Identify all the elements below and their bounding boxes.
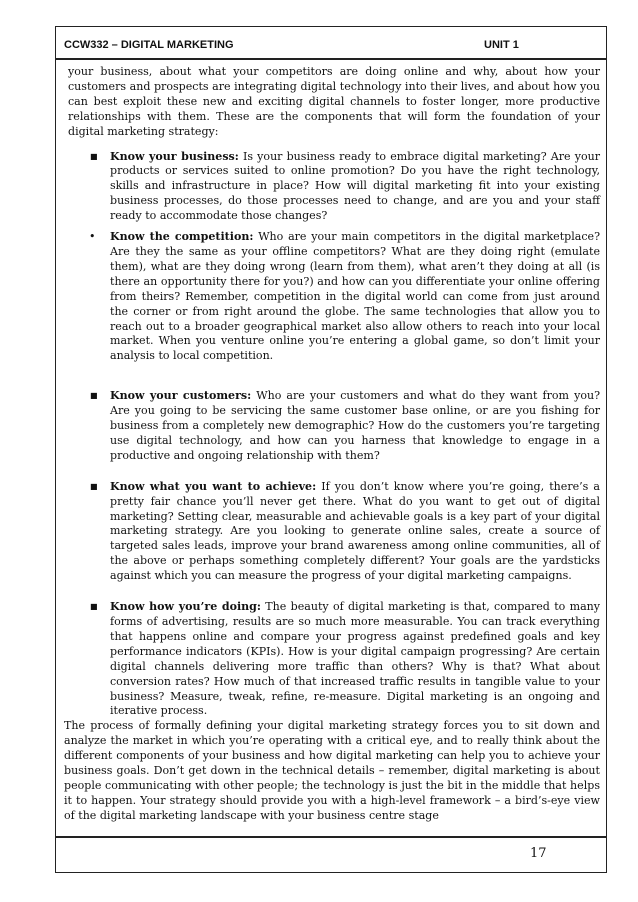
list-item bbox=[64, 389, 600, 464]
item-lead: Know your customers: bbox=[110, 389, 252, 403]
list-item bbox=[64, 480, 600, 584]
item-text: If you don’t know where you’re going, there’s a pretty fair chance you’ll never get there. What do you want to get out of digital marketing? Setting clear, measurable and achievable goals is a key part of your digital marketing strategy. Are you looking to generate online sales, create a source of targeted sales leads, improve your brand awareness among online communities, all of the above or perhaps something completely different? Your goals are the yardsticks against which you can measure the progress of your digital marketing campaigns. bbox=[110, 479, 600, 583]
round-bullet-icon: • bbox=[89, 230, 96, 244]
closing-paragraph: The process of formally defining your digital marketing strategy forces you to sit down and analyze the market in which you’re operating with a critical eye, and to really think about the different components of your business and how digital marketing can help you to achieve your business goals. Don’t get down in the technical details – remember, digital marketing is about people communicating with other people; the technology is just the bit in the middle that helps it to happen. Your strategy should provide you with a high-level framework – a bird’s-eye view of the digital marketing landscape with your business centre stage bbox=[64, 719, 600, 822]
square-bullet-icon: ■ bbox=[90, 151, 98, 161]
item-text: Is your business ready to embrace digital marketing? Are your products or services suited to online promotion? Do you have the right technology, skills and infrastructure in place? How will digital marketing fit into your existing business processes, do those processes need to change, and are you and your staff ready to accommodate those changes? bbox=[110, 149, 600, 223]
strategy-list bbox=[64, 150, 600, 720]
page-frame bbox=[55, 26, 607, 873]
item-lead: Know how you’re doing: bbox=[110, 600, 261, 614]
square-bullet-icon: ■ bbox=[90, 391, 98, 401]
item-lead: Know the competition: bbox=[110, 230, 254, 244]
square-bullet-icon: ■ bbox=[90, 481, 98, 491]
intro-paragraph: your business, about what your competitors are doing online and why, about how your customers and prospects are integrating digital technology into their lives, and about how you can best exploit these new and exciting digital channels to foster longer, more productive relationships with them. These are the components that will form the foundation of your digital marketing strategy: bbox=[68, 65, 600, 138]
item-lead: Know your business: bbox=[110, 149, 239, 163]
list-item bbox=[64, 600, 600, 719]
footer-divider bbox=[56, 836, 606, 838]
unit-label: UNIT 1 bbox=[484, 39, 519, 51]
list-item bbox=[64, 230, 600, 364]
square-bullet-icon: ■ bbox=[90, 602, 98, 612]
document-body bbox=[64, 65, 600, 824]
item-text: Who are your main competitors in the digital marketplace? Are they the same as your offline competitors? What are they doing right (emulate them), what are they doing wrong (learn from them), what aren’t they doing at all (is there an opportunity there for you?) and how can you differentiate your online offering from theirs? Remember, competition in the digital world can come from just around the corner or from right around the globe. The same technologies that allow you to reach out to a broader geographical market also allow others to reach into your local market. When you venture online you’re entering a global game, so don’t limit your analysis to local competition. bbox=[110, 230, 600, 363]
page-header bbox=[56, 27, 606, 60]
course-title: CCW332 – DIGITAL MARKETING bbox=[64, 39, 234, 51]
list-item bbox=[64, 150, 600, 225]
item-text: Who are your customers and what do they want from you? Are you going to be servicing the same customer base online, or are you fishing for business from a completely new demographic? How do the customers you’re targeting use digital technology, and how can you harness that knowledge to engage in a productive and ongoing relationship with them? bbox=[110, 389, 601, 462]
page-number: 17 bbox=[530, 846, 547, 861]
item-text: The beauty of digital marketing is that, compared to many forms of advertising, results are so much more measurable. You can track everything that happens online and compare your progress against predefined goals and key performance indicators (KPIs). How is your digital campaign progressing? Are certain digital channels delivering more traffic than others? Why is that? What about conversion rates? How much of that increased traffic results in tangible value to your business? Measure, tweak, refine, re-measure. Digital marketing is an ongoing and iterative process. bbox=[110, 600, 601, 718]
item-lead: Know what you want to achieve: bbox=[110, 479, 317, 493]
